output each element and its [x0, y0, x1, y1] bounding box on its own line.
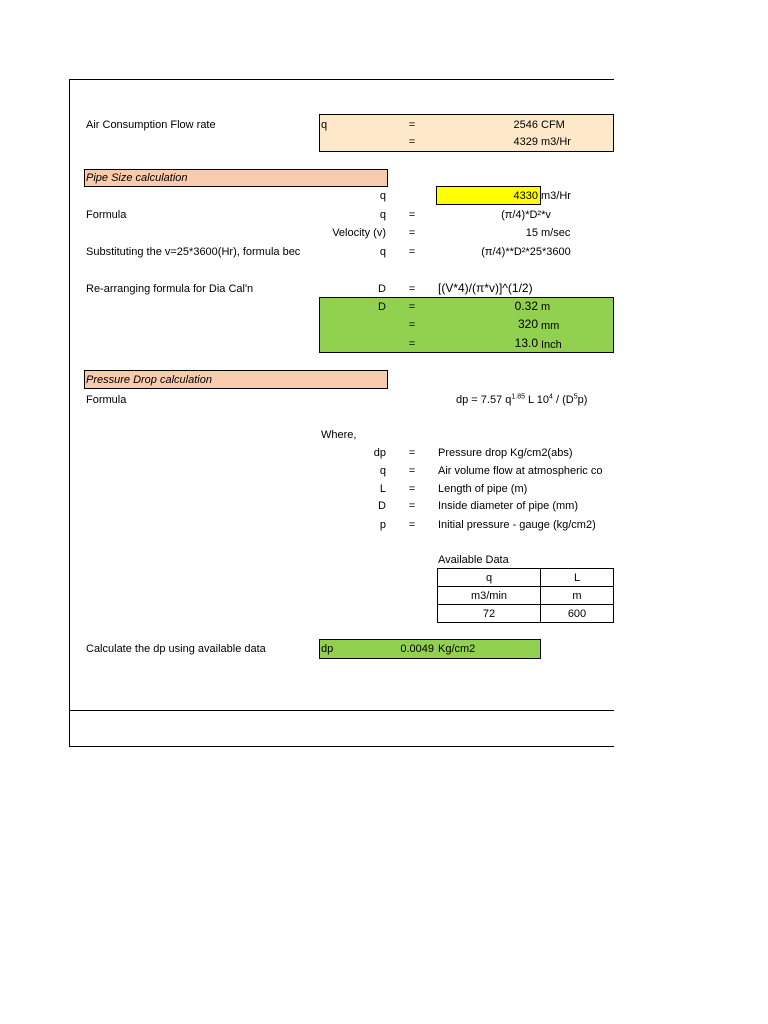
sheet-divider	[69, 710, 614, 711]
sheet-border-top	[69, 79, 614, 80]
def-eq: =	[408, 447, 416, 459]
dp-result-unit: Kg/cm2	[438, 643, 476, 655]
dp-result-var: dp	[321, 643, 334, 655]
air-eq-1: =	[408, 119, 416, 131]
diameter-inch-unit: Inch	[541, 339, 562, 351]
def-eq: =	[408, 483, 416, 495]
air-q-label: q	[321, 119, 328, 131]
air-cfm-value: 2546	[513, 119, 538, 131]
def-symbol: D	[378, 500, 386, 512]
diameter-result-var: D	[378, 301, 386, 313]
pressure-drop-header: Pressure Drop calculation	[86, 374, 212, 386]
rearrange-label: Re-arranging formula for Dia Cal'n	[86, 283, 254, 295]
substitution-var: q	[379, 246, 386, 258]
pipe-q-label: q	[379, 190, 386, 202]
def-symbol: q	[379, 465, 386, 477]
air-m3hr-value: 4329	[513, 136, 538, 148]
def-symbol: L	[379, 483, 386, 495]
def-symbol: p	[379, 519, 386, 531]
velocity-eq: =	[408, 227, 416, 239]
pipe-q-value: 4330	[513, 190, 538, 202]
diameter-m-unit: m	[541, 301, 551, 313]
rearrange-var: D	[378, 283, 386, 295]
diameter-mm-value: 320	[517, 317, 538, 331]
def-description: Length of pipe (m)	[438, 483, 528, 495]
table-unit-q[interactable]: m3/min	[438, 587, 541, 605]
def-description: Initial pressure - gauge (kg/cm2)	[438, 519, 596, 531]
pipe-q-unit: m3/Hr	[541, 190, 571, 202]
substitution-eq: =	[408, 246, 416, 258]
table-value-q[interactable]: 72	[438, 605, 541, 623]
air-m3hr-unit: m3/Hr	[541, 136, 571, 148]
pipe-formula-label: Formula	[86, 209, 127, 221]
diameter-inch-value: 13.0	[514, 336, 538, 350]
pressure-formula: dp = 7.57 $q^{1.85}$ L $10^4 / (D^5p)$	[456, 393, 588, 406]
def-eq: =	[408, 519, 416, 531]
substitution-formula: (π/4)**D²*25*3600	[481, 246, 571, 258]
velocity-value: 15	[525, 227, 538, 239]
air-eq-2: =	[408, 136, 416, 148]
diameter-mm-unit: mm	[541, 320, 560, 332]
table-row	[438, 605, 614, 623]
available-data-title: Available Data	[438, 554, 509, 566]
diameter-eq-2: =	[408, 319, 416, 331]
rearrange-formula: [(V*4)/(π*v)]^(1/2)	[438, 281, 533, 295]
substitution-label: Substituting the v=25*3600(Hr), formula bec	[86, 246, 301, 258]
pipe-formula-eq: =	[408, 209, 416, 221]
dp-result-value: 0.0049	[400, 643, 434, 655]
air-cfm-unit: CFM	[541, 119, 565, 131]
diameter-eq-3: =	[408, 338, 416, 350]
where-label: Where,	[321, 429, 357, 441]
def-description: Air volume flow at atmospheric co	[438, 465, 603, 477]
table-header-q[interactable]: q	[438, 569, 541, 587]
table-row	[438, 587, 614, 605]
def-eq: =	[408, 500, 416, 512]
table-row	[438, 569, 614, 587]
diameter-m-value: 0.32	[514, 299, 538, 313]
rearrange-eq: =	[408, 283, 416, 295]
velocity-label: Velocity (v)	[332, 227, 386, 239]
pipe-formula: (π/4)*D²*v	[501, 209, 551, 221]
table-header-l[interactable]: L	[541, 569, 614, 587]
diameter-eq-1: =	[408, 301, 416, 313]
pipe-formula-var: q	[379, 209, 386, 221]
sheet-border-bottom	[69, 746, 614, 747]
table-value-l[interactable]: 600	[541, 605, 614, 623]
pressure-formula-label: Formula	[86, 394, 127, 406]
pipe-size-header: Pipe Size calculation	[86, 172, 188, 184]
sheet-border-left	[69, 79, 70, 747]
calc-dp-label: Calculate the dp using available data	[86, 643, 266, 655]
velocity-unit: m/sec	[541, 227, 571, 239]
air-consumption-label: Air Consumption Flow rate	[86, 119, 216, 131]
def-description: Pressure drop Kg/cm2(abs)	[438, 447, 573, 459]
available-data-table	[437, 568, 614, 623]
table-unit-l[interactable]: m	[541, 587, 614, 605]
def-symbol: dp	[373, 447, 386, 459]
def-description: Inside diameter of pipe (mm)	[438, 500, 578, 512]
def-eq: =	[408, 465, 416, 477]
